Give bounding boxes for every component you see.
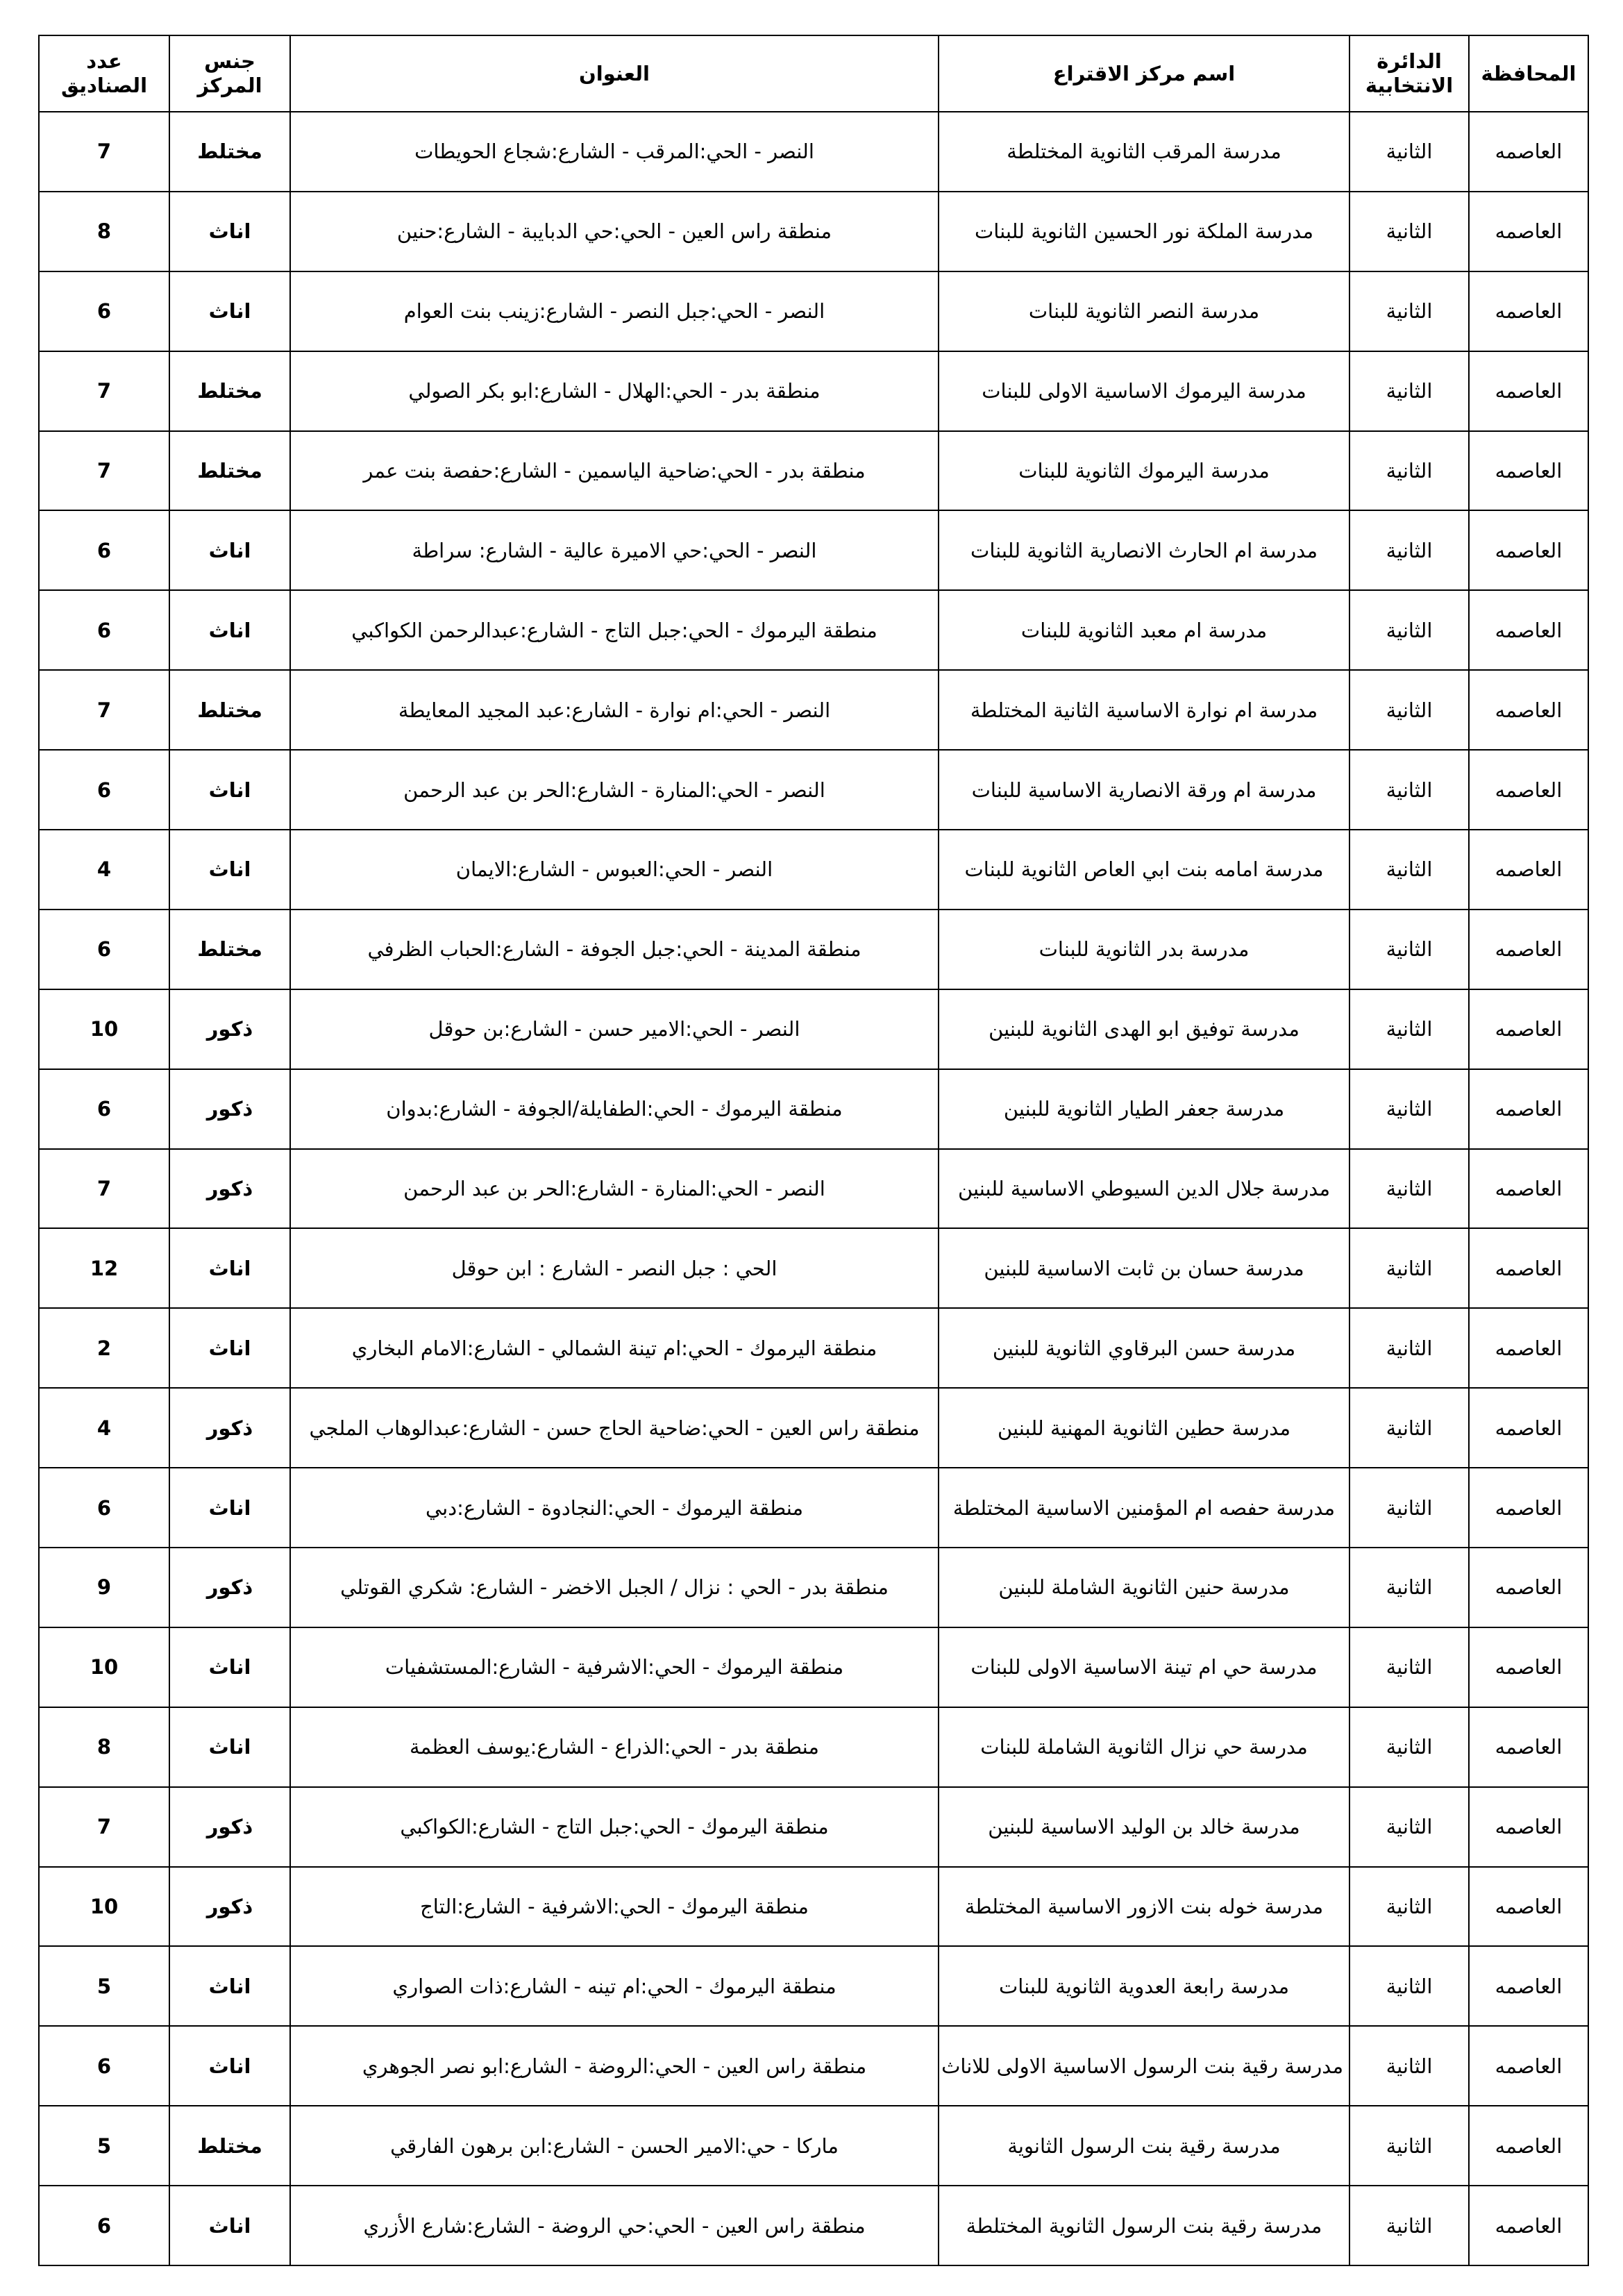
cell-district: الثانية — [1349, 2106, 1469, 2186]
cell-center-name: مدرسة حسن البرقاوي الثانوية للبنين — [939, 1308, 1349, 1388]
cell-box-count: 6 — [39, 271, 169, 351]
table-row — [39, 1946, 1588, 2026]
cell-address: منطقة بدر - الحي:الهلال - الشارع:ابو بكر الصولي — [290, 351, 939, 431]
cell-center-name: مدرسة جلال الدين السيوطي الاساسية للبنين — [939, 1149, 1349, 1229]
cell-district: الثانية — [1349, 1149, 1469, 1229]
cell-gender: اناث — [169, 271, 290, 351]
cell-district: الثانية — [1349, 192, 1469, 271]
cell-box-count: 7 — [39, 431, 169, 511]
cell-box-count: 6 — [39, 2186, 169, 2265]
cell-address: النصر - الحي:حي الاميرة عالية - الشارع: سراطة — [290, 510, 939, 590]
table-row — [39, 1707, 1588, 1787]
table-row — [39, 590, 1588, 670]
cell-center-name: مدرسة حطين الثانوية المهنية للبنين — [939, 1388, 1349, 1468]
cell-gender: اناث — [169, 2026, 290, 2106]
cell-gender: اناث — [169, 1707, 290, 1787]
cell-box-count: 7 — [39, 1149, 169, 1229]
table-row — [39, 351, 1588, 431]
header-center-name: اسم مركز الاقتراع — [939, 35, 1349, 112]
cell-center-name: مدرسة امامه بنت ابي العاص الثانوية للبنات — [939, 830, 1349, 910]
cell-address: منطقة المدينة - الحي:جبل الجوفة - الشارع:الحباب الظرفي — [290, 910, 939, 989]
cell-governorate: العاصمه — [1469, 2026, 1588, 2106]
cell-box-count: 7 — [39, 351, 169, 431]
cell-governorate: العاصمه — [1469, 1308, 1588, 1388]
cell-address: منطقة بدر - الحي:ضاحية الياسمين - الشارع:حفصة بنت عمر — [290, 431, 939, 511]
cell-gender: اناث — [169, 590, 290, 670]
cell-box-count: 6 — [39, 1468, 169, 1548]
table-row — [39, 830, 1588, 910]
cell-district: الثانية — [1349, 431, 1469, 511]
cell-center-name: مدرسة رابعة العدوية الثانوية للبنات — [939, 1946, 1349, 2026]
cell-center-name: مدرسة المرقب الثانوية المختلطة — [939, 112, 1349, 192]
cell-center-name: مدرسة ام ورقة الانصارية الاساسية للبنات — [939, 750, 1349, 830]
cell-address: النصر - الحي:المنارة - الشارع:الحر بن عبد الرحمن — [290, 750, 939, 830]
cell-governorate: العاصمه — [1469, 2186, 1588, 2265]
cell-center-name: مدرسة الملكة نور الحسين الثانوية للبنات — [939, 192, 1349, 271]
cell-box-count: 12 — [39, 1228, 169, 1308]
table-row — [39, 1548, 1588, 1627]
cell-governorate: العاصمه — [1469, 1787, 1588, 1867]
cell-address: منطقة اليرموك - الحي:جبل التاج - الشارع:الكواكبي — [290, 1787, 939, 1867]
cell-center-name: مدرسة خالد بن الوليد الاساسية للبنين — [939, 1787, 1349, 1867]
cell-gender: مختلط — [169, 112, 290, 192]
cell-gender: اناث — [169, 192, 290, 271]
header-address: العنوان — [290, 35, 939, 112]
cell-district: الثانية — [1349, 1627, 1469, 1707]
cell-box-count: 6 — [39, 510, 169, 590]
header-center-gender: جنس المركز — [169, 35, 290, 112]
table-row — [39, 2186, 1588, 2265]
cell-address: منطقة اليرموك - الحي:ام تينه - الشارع:ذات الصواري — [290, 1946, 939, 2026]
cell-governorate: العاصمه — [1469, 1627, 1588, 1707]
cell-district: الثانية — [1349, 1867, 1469, 1947]
cell-address: النصر - الحي:جبل النصر - الشارع:زينب بنت العوام — [290, 271, 939, 351]
cell-gender: اناث — [169, 1228, 290, 1308]
cell-gender: ذكور — [169, 1149, 290, 1229]
cell-center-name: مدرسة ام نوارة الاساسية الثانية المختلطة — [939, 670, 1349, 750]
cell-governorate: العاصمه — [1469, 989, 1588, 1069]
cell-gender: مختلط — [169, 670, 290, 750]
cell-governorate: العاصمه — [1469, 590, 1588, 670]
table-row — [39, 431, 1588, 511]
cell-gender: مختلط — [169, 431, 290, 511]
cell-center-name: مدرسة النصر الثانوية للبنات — [939, 271, 1349, 351]
cell-box-count: 6 — [39, 1069, 169, 1149]
cell-box-count: 10 — [39, 1627, 169, 1707]
cell-gender: مختلط — [169, 351, 290, 431]
cell-box-count: 7 — [39, 670, 169, 750]
header-governorate: المحافظة — [1469, 35, 1588, 112]
cell-box-count: 5 — [39, 1946, 169, 2026]
cell-governorate: العاصمه — [1469, 1867, 1588, 1947]
cell-address: النصر - الحي:العبوس - الشارع:الايمان — [290, 830, 939, 910]
cell-district: الثانية — [1349, 910, 1469, 989]
cell-district: الثانية — [1349, 1308, 1469, 1388]
cell-district: الثانية — [1349, 1069, 1469, 1149]
table-row — [39, 1308, 1588, 1388]
cell-box-count: 5 — [39, 2106, 169, 2186]
cell-gender: مختلط — [169, 2106, 290, 2186]
cell-gender: اناث — [169, 1627, 290, 1707]
cell-district: الثانية — [1349, 830, 1469, 910]
cell-district: الثانية — [1349, 1548, 1469, 1627]
cell-district: الثانية — [1349, 510, 1469, 590]
cell-governorate: العاصمه — [1469, 1548, 1588, 1627]
cell-center-name: مدرسة حفصه ام المؤمنين الاساسية المختلطة — [939, 1468, 1349, 1548]
cell-district: الثانية — [1349, 750, 1469, 830]
header-box-count: عدد الصناديق — [39, 35, 169, 112]
cell-box-count: 4 — [39, 830, 169, 910]
cell-address: منطقة اليرموك - الحي:ام تينة الشمالي - الشارع:الامام البخاري — [290, 1308, 939, 1388]
cell-center-name: مدرسة توفيق ابو الهدى الثانوية للبنين — [939, 989, 1349, 1069]
cell-box-count: 6 — [39, 750, 169, 830]
cell-address: النصر - الحي:المرقب - الشارع:شجاع الحويطات — [290, 112, 939, 192]
cell-center-name: مدرسة حنين الثانوية الشاملة للبنين — [939, 1548, 1349, 1627]
cell-address: منطقة اليرموك - الحي:الاشرفية - الشارع:التاج — [290, 1867, 939, 1947]
cell-address: منطقة اليرموك - الحي:النجادوة - الشارع:دبي — [290, 1468, 939, 1548]
cell-district: الثانية — [1349, 1787, 1469, 1867]
cell-address: منطقة اليرموك - الحي:الاشرفية - الشارع:المستشفيات — [290, 1627, 939, 1707]
cell-district: الثانية — [1349, 1228, 1469, 1308]
cell-gender: ذكور — [169, 1787, 290, 1867]
cell-box-count: 2 — [39, 1308, 169, 1388]
table-row — [39, 1149, 1588, 1229]
cell-center-name: مدرسة رقية بنت الرسول الثانوية المختلطة — [939, 2186, 1349, 2265]
table-row — [39, 192, 1588, 271]
cell-gender: اناث — [169, 1468, 290, 1548]
cell-gender: ذكور — [169, 1069, 290, 1149]
cell-gender: ذكور — [169, 1867, 290, 1947]
cell-box-count: 9 — [39, 1548, 169, 1627]
cell-address: منطقة راس العين - الحي:حي الروضة - الشارع:شارع الأزري — [290, 2186, 939, 2265]
cell-center-name: مدرسة جعفر الطيار الثانوية للبنين — [939, 1069, 1349, 1149]
cell-center-name: مدرسة بدر الثانوية للبنات — [939, 910, 1349, 989]
cell-gender: اناث — [169, 830, 290, 910]
cell-district: الثانية — [1349, 1468, 1469, 1548]
cell-district: الثانية — [1349, 112, 1469, 192]
cell-district: الثانية — [1349, 351, 1469, 431]
polling-centers-table — [38, 35, 1589, 2266]
cell-district: الثانية — [1349, 590, 1469, 670]
cell-gender: اناث — [169, 510, 290, 590]
cell-box-count: 10 — [39, 989, 169, 1069]
cell-center-name: مدرسة حسان بن ثابت الاساسية للبنين — [939, 1228, 1349, 1308]
cell-district: الثانية — [1349, 271, 1469, 351]
cell-box-count: 6 — [39, 2026, 169, 2106]
table-row — [39, 2106, 1588, 2186]
cell-governorate: العاصمه — [1469, 351, 1588, 431]
cell-governorate: العاصمه — [1469, 830, 1588, 910]
cell-address: النصر - الحي:الامير حسن - الشارع:بن حوقل — [290, 989, 939, 1069]
table-row — [39, 2026, 1588, 2106]
cell-box-count: 6 — [39, 910, 169, 989]
cell-district: الثانية — [1349, 1388, 1469, 1468]
cell-center-name: مدرسة ام معبد الثانوية للبنات — [939, 590, 1349, 670]
cell-address: منطقة راس العين - الحي:حي الدبايبة - الشارع:حنين — [290, 192, 939, 271]
cell-box-count: 6 — [39, 590, 169, 670]
table-row — [39, 1627, 1588, 1707]
cell-center-name: مدرسة رقية بنت الرسول الاساسية الاولى للاناث — [939, 2026, 1349, 2106]
cell-address: الحي : جبل النصر - الشارع : ابن حوقل — [290, 1228, 939, 1308]
table-row — [39, 989, 1588, 1069]
cell-governorate: العاصمه — [1469, 1069, 1588, 1149]
table-row — [39, 271, 1588, 351]
cell-governorate: العاصمه — [1469, 910, 1588, 989]
cell-box-count: 4 — [39, 1388, 169, 1468]
cell-box-count: 7 — [39, 112, 169, 192]
table-row — [39, 910, 1588, 989]
cell-district: الثانية — [1349, 2026, 1469, 2106]
header-district: الدائرة الانتخابية — [1349, 35, 1469, 112]
cell-governorate: العاصمه — [1469, 431, 1588, 511]
cell-box-count: 8 — [39, 192, 169, 271]
header-row — [39, 35, 1588, 112]
table-body — [39, 112, 1588, 2265]
table-row — [39, 670, 1588, 750]
cell-center-name: مدرسة اليرموك الثانوية للبنات — [939, 431, 1349, 511]
cell-center-name: مدرسة خوله بنت الازور الاساسية المختلطة — [939, 1867, 1349, 1947]
cell-governorate: العاصمه — [1469, 1946, 1588, 2026]
cell-gender: اناث — [169, 1308, 290, 1388]
cell-gender: ذكور — [169, 1548, 290, 1627]
cell-governorate: العاصمه — [1469, 1468, 1588, 1548]
cell-address: النصر - الحي:ام نوارة - الشارع:عبد المجيد المعايطة — [290, 670, 939, 750]
cell-district: الثانية — [1349, 1946, 1469, 2026]
cell-gender: اناث — [169, 750, 290, 830]
cell-address: منطقة بدر - الحي : نزال / الجبل الاخضر - الشارع: شكري القوتلي — [290, 1548, 939, 1627]
cell-center-name: مدرسة اليرموك الاساسية الاولى للبنات — [939, 351, 1349, 431]
table-row — [39, 1468, 1588, 1548]
cell-box-count: 8 — [39, 1707, 169, 1787]
table-row — [39, 1069, 1588, 1149]
cell-address: النصر - الحي:المنارة - الشارع:الحر بن عبد الرحمن — [290, 1149, 939, 1229]
cell-address: منطقة راس العين - الحي:ضاحية الحاج حسن - الشارع:عبدالوهاب الملجي — [290, 1388, 939, 1468]
cell-center-name: مدرسة رقية بنت الرسول الثانوية — [939, 2106, 1349, 2186]
table-row — [39, 1388, 1588, 1468]
cell-governorate: العاصمه — [1469, 670, 1588, 750]
table-row — [39, 750, 1588, 830]
cell-gender: ذكور — [169, 989, 290, 1069]
cell-center-name: مدرسة ام الحارث الانصارية الثانوية للبنات — [939, 510, 1349, 590]
cell-box-count: 7 — [39, 1787, 169, 1867]
cell-address: منطقة اليرموك - الحي:الطفايلة/الجوفة - الشارع:بدوان — [290, 1069, 939, 1149]
cell-district: الثانية — [1349, 1707, 1469, 1787]
cell-governorate: العاصمه — [1469, 2106, 1588, 2186]
cell-governorate: العاصمه — [1469, 1149, 1588, 1229]
table-row — [39, 1867, 1588, 1947]
cell-gender: مختلط — [169, 910, 290, 989]
cell-governorate: العاصمه — [1469, 112, 1588, 192]
cell-address: منطقة اليرموك - الحي:جبل التاج - الشارع:عبدالرحمن الكواكبي — [290, 590, 939, 670]
cell-address: منطقة راس العين - الحي:الروضة - الشارع:ابو نصر الجوهري — [290, 2026, 939, 2106]
cell-gender: اناث — [169, 2186, 290, 2265]
cell-district: الثانية — [1349, 989, 1469, 1069]
cell-district: الثانية — [1349, 670, 1469, 750]
cell-gender: اناث — [169, 1946, 290, 2026]
table-row — [39, 1228, 1588, 1308]
cell-address: منطقة بدر - الحي:الذراع - الشارع:يوسف العظمة — [290, 1707, 939, 1787]
cell-box-count: 10 — [39, 1867, 169, 1947]
cell-governorate: العاصمه — [1469, 271, 1588, 351]
cell-district: الثانية — [1349, 2186, 1469, 2265]
cell-governorate: العاصمه — [1469, 192, 1588, 271]
cell-governorate: العاصمه — [1469, 1228, 1588, 1308]
cell-governorate: العاصمه — [1469, 1388, 1588, 1468]
cell-gender: ذكور — [169, 1388, 290, 1468]
table-row — [39, 112, 1588, 192]
cell-governorate: العاصمه — [1469, 510, 1588, 590]
table-row — [39, 510, 1588, 590]
cell-address: ماركا - حي:الامير الحسن - الشارع:ابن برهون الفارقي — [290, 2106, 939, 2186]
table-row — [39, 1787, 1588, 1867]
cell-center-name: مدرسة حي نزال الثانوية الشاملة للبنات — [939, 1707, 1349, 1787]
cell-center-name: مدرسة حي ام تينة الاساسية الاولى للبنات — [939, 1627, 1349, 1707]
cell-governorate: العاصمه — [1469, 1707, 1588, 1787]
cell-governorate: العاصمه — [1469, 750, 1588, 830]
